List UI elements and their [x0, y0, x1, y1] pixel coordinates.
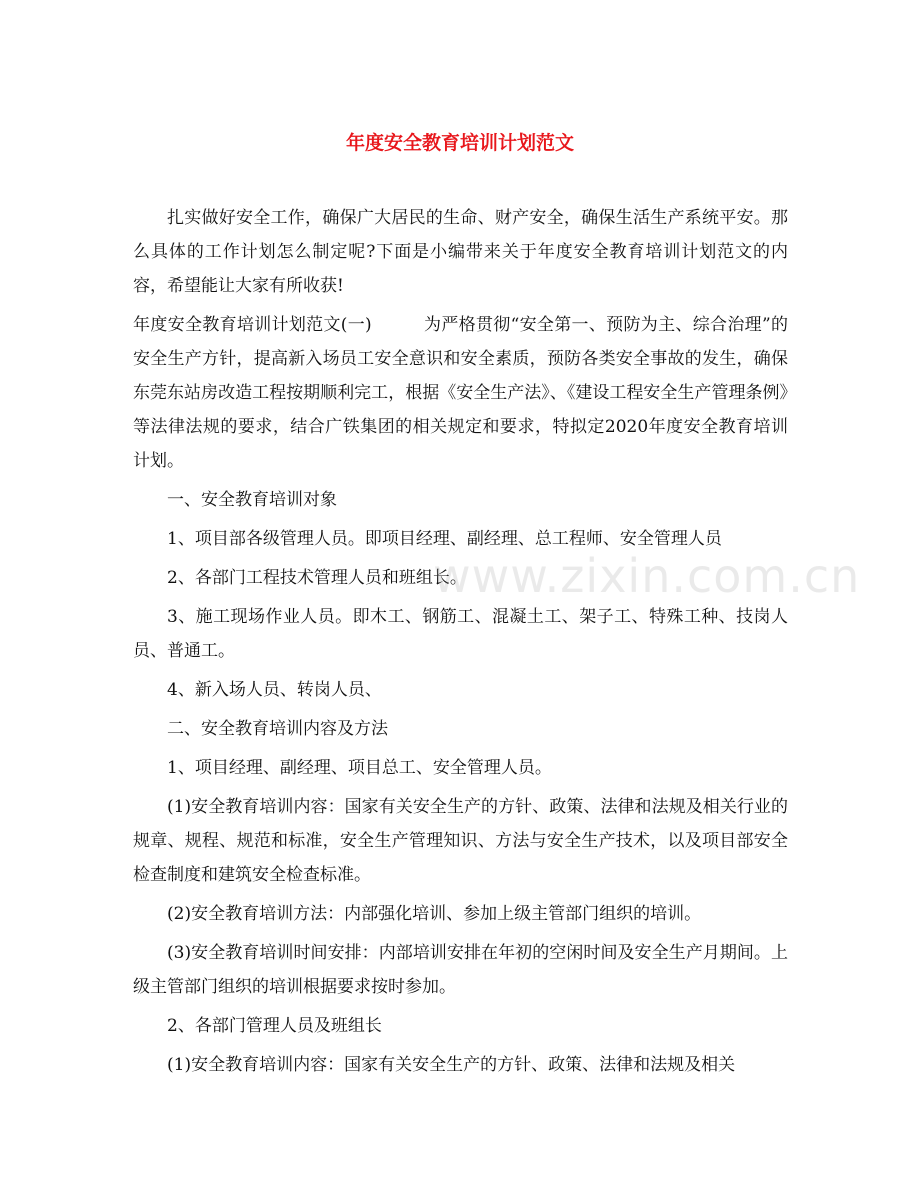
intro-paragraph: 扎实做好安全工作，确保广大居民的生命、财产安全，确保生活生产系统平安。那么具体的工作计划怎么制定呢?下面是小编带来关于年度安全教育培训计划范文的内容，希望能让大家有所收获! — [133, 208, 788, 296]
section-one-paragraph — [133, 308, 788, 478]
document-body — [133, 201, 788, 1087]
body-paragraph: 一、安全教育培训对象 — [167, 490, 337, 510]
section-heading: 年度安全教育培训计划范文(一) — [133, 315, 372, 335]
document-title: 年度安全教育培训计划范文 — [345, 132, 574, 154]
body-paragraph: 1、项目部各级管理人员。即项目经理、副经理、总工程师、安全管理人员 — [167, 529, 722, 549]
body-paragraph: (1)安全教育培训内容：国家有关安全生产的方针、政策、法律和法规及相关行业的规章、规程、规范和标准，安全生产管理知识、方法与安全生产技术，以及项目部安全检查制度和建筑安全检查标准。 — [133, 797, 788, 885]
body-paragraph: 2、各部门工程技术管理人员和班组长。 — [167, 568, 467, 588]
body-paragraph: 2、各部门管理人员及班组长 — [167, 1016, 382, 1036]
watermark-text: www.zixin.com.cn — [433, 549, 861, 603]
body-paragraph: 4、新入场人员、转岗人员、 — [167, 680, 382, 700]
body-paragraph: (3)安全教育培训时间安排：内部培训安排在年初的空闲时间及安全生产月期间。上级主管部门组织的培训根据要求按时参加。 — [133, 943, 788, 997]
body-paragraph: (2)安全教育培训方法：内部强化培训、参加上级主管部门组织的培训。 — [167, 904, 702, 924]
paragraph-list — [133, 483, 788, 1082]
body-paragraph: 3、施工现场作业人员。即木工、钢筋工、混凝土工、架子工、特殊工种、技岗人员、普通工。 — [133, 607, 788, 661]
body-paragraph: 1、项目经理、副经理、项目总工、安全管理人员。 — [167, 758, 552, 778]
body-paragraph: (1)安全教育培训内容：国家有关安全生产的方针、政策、法律和法规及相关 — [167, 1055, 736, 1075]
body-paragraph: 二、安全教育培训内容及方法 — [167, 719, 388, 739]
section-text: 为严格贯彻“安全第一、预防为主、综合治理”的安全生产方针，提高新入场员工安全意识和安全素质，预防各类安全事故的发生，确保东莞东站房改造工程按期顺利完工，根据《安全生产法》、《建设工程安全生产管理条例》等法律法规的要求，结合广铁集团的相关规定和要求，特拟定2020年度安全教育培训计划。 — [133, 315, 789, 471]
